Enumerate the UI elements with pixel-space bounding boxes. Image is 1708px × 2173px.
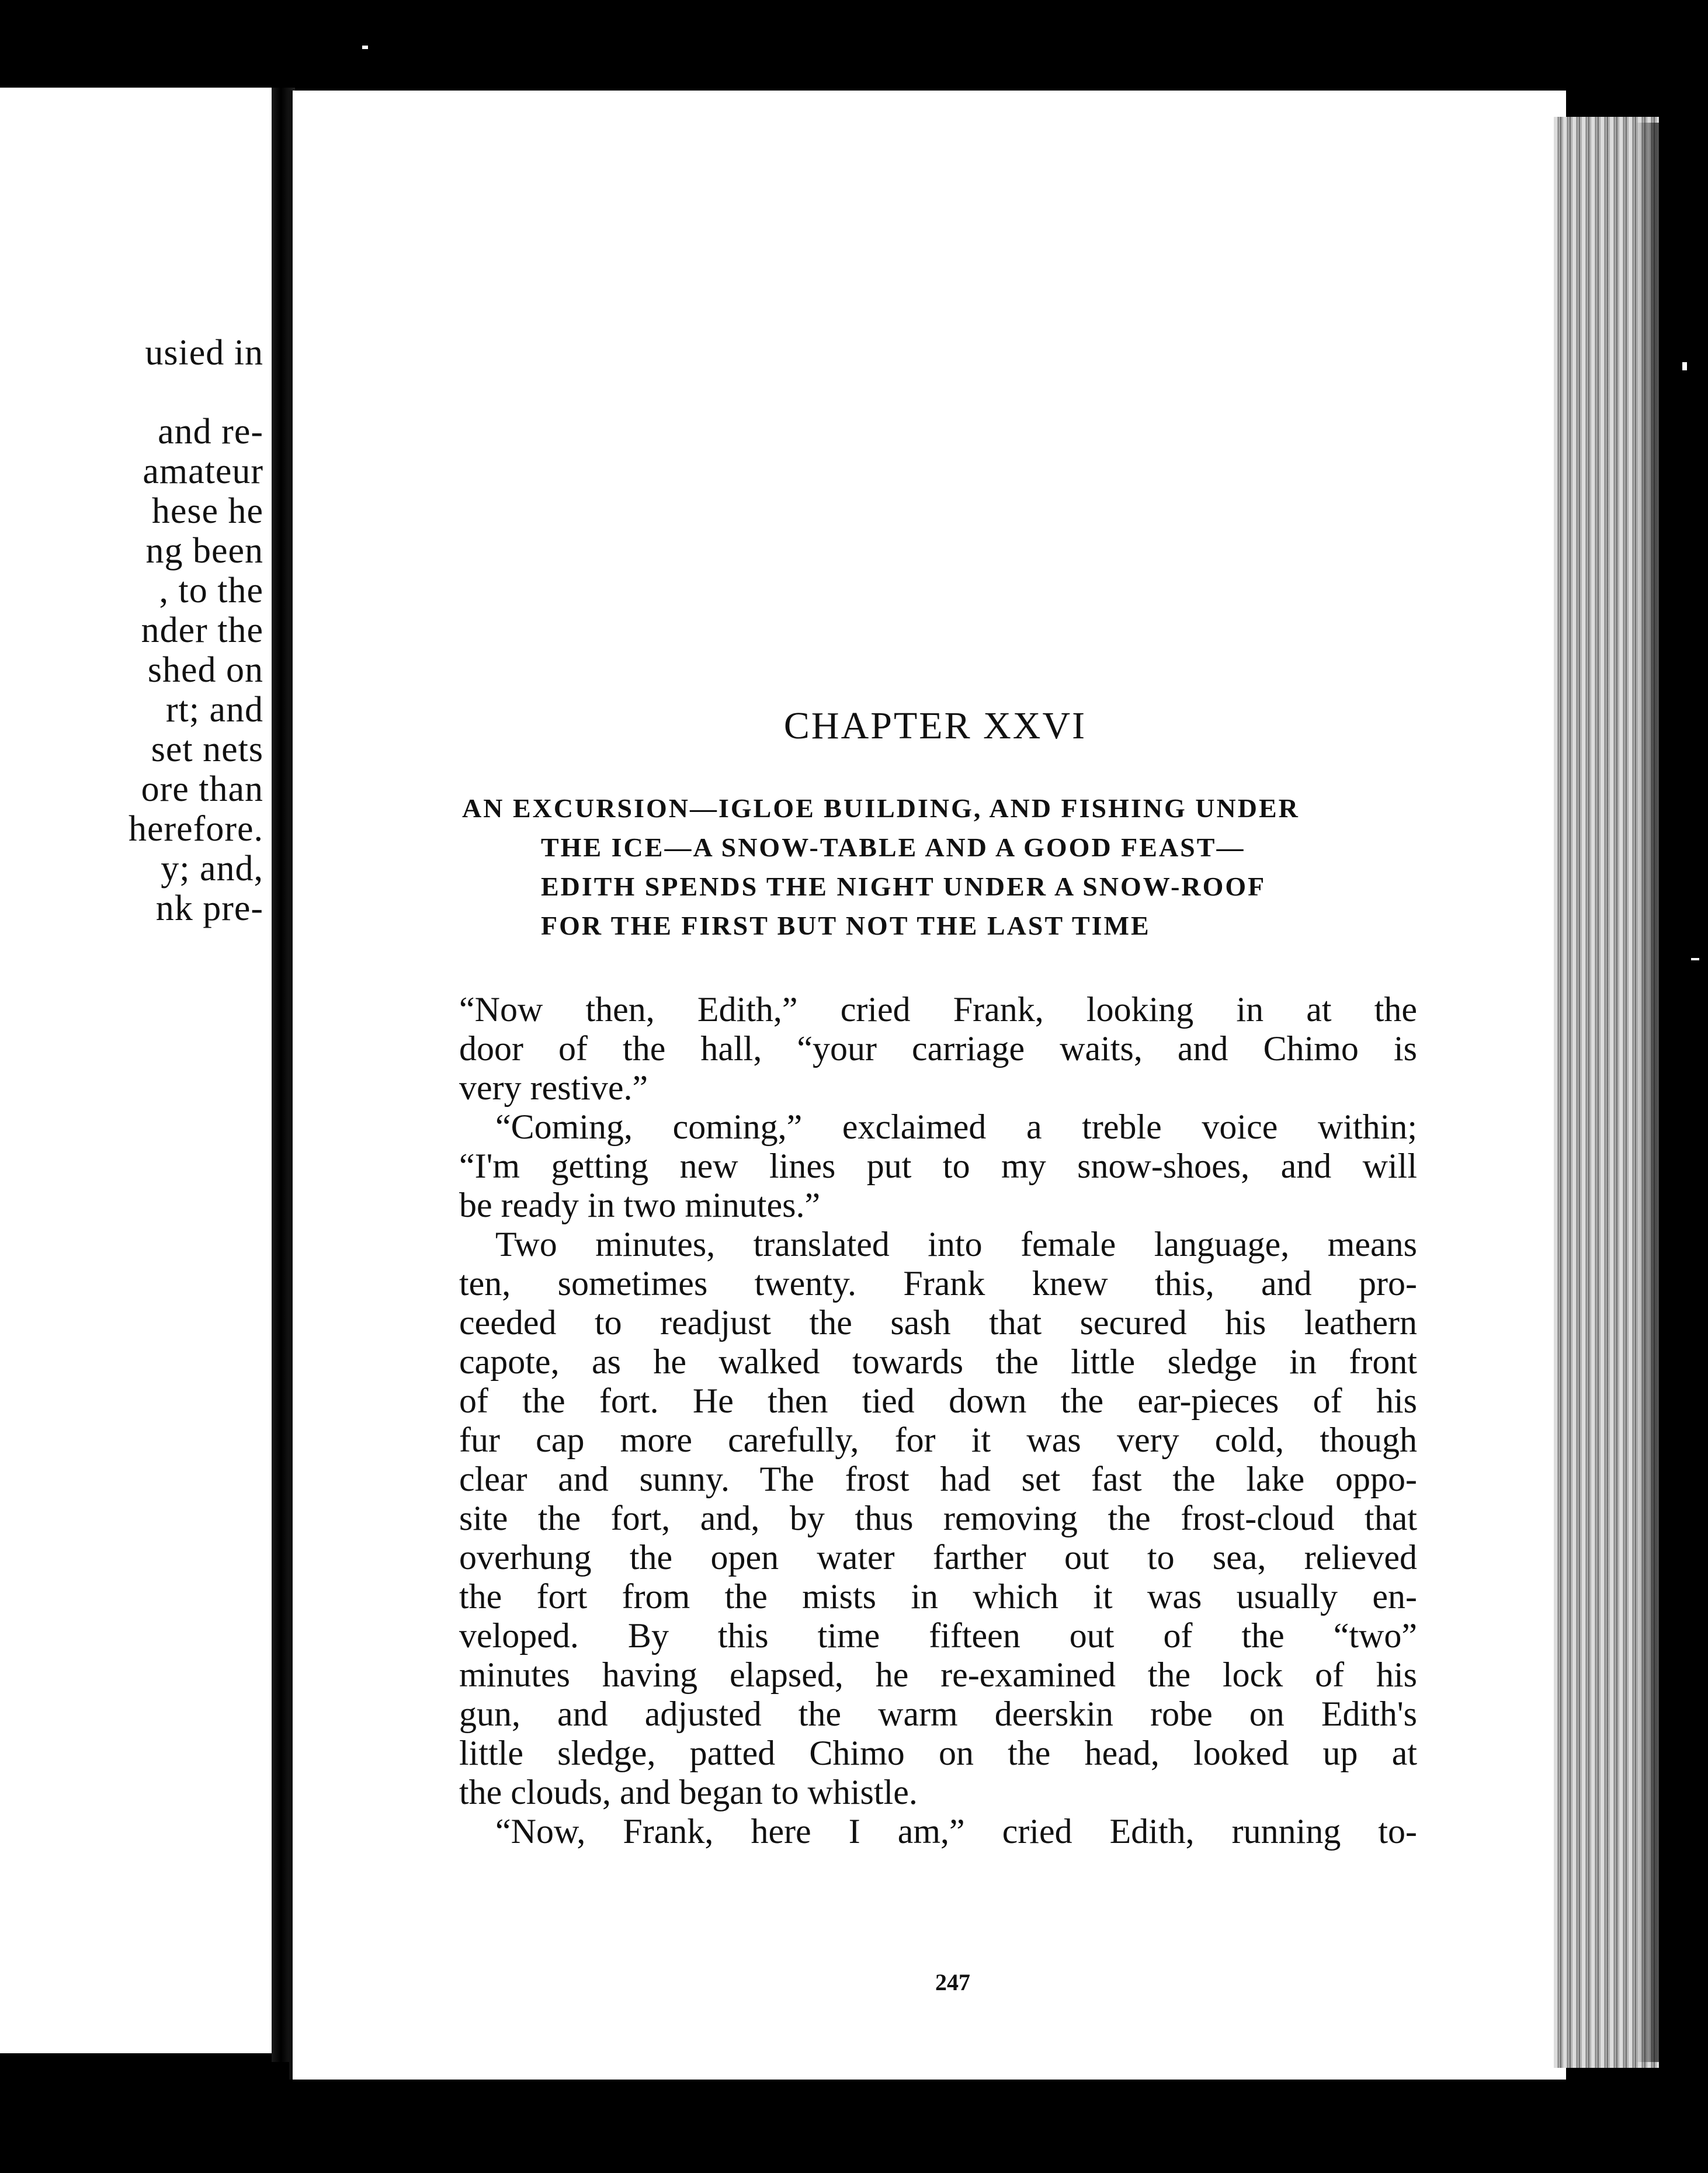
- body-line: of the fort. He then tied down the ear-pieces of his: [459, 1381, 1417, 1420]
- left-facing-page: [0, 88, 272, 2053]
- body-line: ten, sometimes twenty. Frank knew this, and pro-: [459, 1264, 1417, 1303]
- left-page-fragment: usied in: [145, 333, 263, 373]
- left-page-fragment: ore than: [141, 769, 263, 809]
- scan-speck: [362, 46, 368, 49]
- body-line: “I'm getting new lines put to my snow-shoes, and will: [459, 1147, 1417, 1185]
- synopsis-line: AN EXCURSION—IGLOE BUILDING, AND FISHING UNDER: [462, 793, 1300, 823]
- body-text: [459, 990, 1417, 1851]
- chapter-synopsis: [462, 789, 1414, 945]
- synopsis-line: FOR THE FIRST BUT NOT THE LAST TIME: [541, 911, 1151, 940]
- right-page: [289, 91, 1566, 2080]
- chapter-title: CHAPTER XXVI: [783, 704, 1087, 747]
- body-line: “Now then, Edith,” cried Frank, looking in at the: [459, 990, 1417, 1029]
- scan-speck: [1691, 958, 1699, 960]
- left-page-fragment: y; and,: [161, 849, 263, 888]
- left-page-fragment: shed on: [147, 650, 263, 690]
- body-line: minutes having elapsed, he re-examined the lock of his: [459, 1655, 1417, 1694]
- body-line: little sledge, patted Chimo on the head, looked up at: [459, 1734, 1417, 1772]
- body-line: very restive.”: [459, 1068, 648, 1107]
- left-page-fragment: nk pre-: [155, 888, 263, 928]
- body-line: overhung the open water farther out to sea, relieved: [459, 1538, 1417, 1577]
- body-line: the fort from the mists in which it was usually en-: [459, 1577, 1417, 1616]
- synopsis-line: THE ICE—A SNOW-TABLE AND A GOOD FEAST—: [541, 832, 1245, 862]
- body-line: site the fort, and, by thus removing the frost-cloud that: [459, 1499, 1417, 1537]
- scan-speck: [1682, 362, 1687, 370]
- body-line: the clouds, and began to whistle.: [459, 1773, 918, 1811]
- left-page-fragment: ng been: [145, 531, 263, 571]
- body-line: Two minutes, translated into female language, means: [495, 1225, 1417, 1263]
- left-page-fragment: , to the: [159, 571, 263, 610]
- body-line: “Coming, coming,” exclaimed a treble voice within;: [495, 1108, 1417, 1146]
- body-line: capote, as he walked towards the little sledge in front: [459, 1342, 1417, 1381]
- body-line: fur cap more carefully, for it was very cold, though: [459, 1421, 1417, 1459]
- body-line: veloped. By this time fifteen out of the “two”: [459, 1616, 1417, 1655]
- page-number: 247: [935, 1969, 970, 1995]
- body-line: “Now, Frank, here I am,” cried Edith, running to-: [495, 1812, 1417, 1851]
- left-page-fragment: nder the: [141, 610, 263, 650]
- body-line: door of the hall, “your carriage waits, and Chimo is: [459, 1029, 1417, 1068]
- left-page-fragment: and re-: [158, 412, 263, 452]
- body-line: ceeded to readjust the sash that secured his leathern: [459, 1303, 1417, 1342]
- page-edges-shadow: [1636, 123, 1671, 2062]
- body-line: clear and sunny. The frost had set fast the lake oppo-: [459, 1460, 1417, 1498]
- body-line: be ready in two minutes.”: [459, 1186, 821, 1224]
- synopsis-line: EDITH SPENDS THE NIGHT UNDER A SNOW-ROOF: [541, 872, 1266, 901]
- left-page-fragment: hese he: [151, 491, 263, 531]
- left-page-fragment: amateur: [143, 452, 263, 491]
- left-page-fragment: herefore.: [129, 809, 263, 849]
- body-line: gun, and adjusted the warm deerskin robe on Edith's: [459, 1695, 1417, 1733]
- left-page-fragment: set nets: [151, 730, 263, 769]
- left-page-fragment: rt; and: [165, 690, 263, 730]
